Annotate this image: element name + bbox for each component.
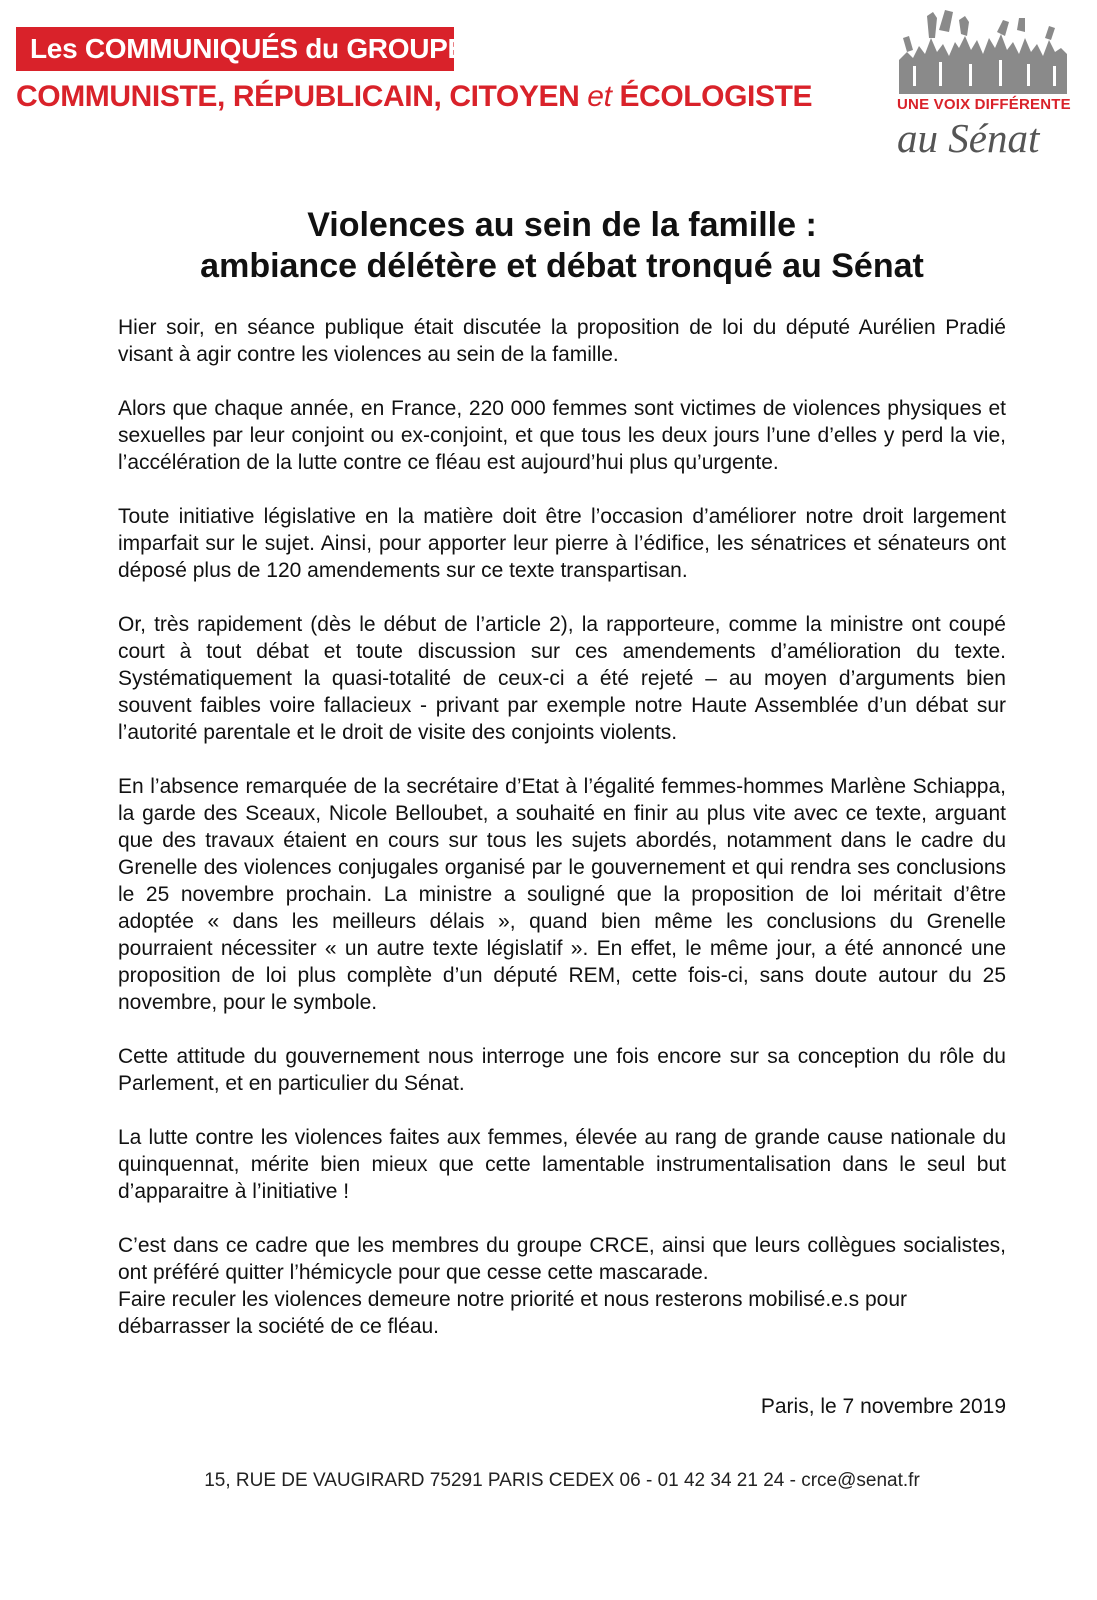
group-name xyxy=(16,80,812,114)
title-line-2: ambiance délétère et débat tronqué au Sénat xyxy=(200,247,924,285)
page-title xyxy=(0,205,1097,287)
paragraph: La lutte contre les violences faites aux femmes, élevée au rang de grande cause nationale du quinquennat, mérite bien mieux que cette lamentable instrumentalisation dans le seul but d’apparaitre à l’initiative ! xyxy=(118,1126,1006,1203)
group-name-part1: COMMUNISTE, RÉPUBLICAIN, CITOYEN xyxy=(16,80,588,113)
paragraph: C’est dans ce cadre que les membres du groupe CRCE, ainsi que leurs collègues socialistes, ont préféré quitter l’hémicycle pour que cesse cette mascarade. xyxy=(118,1234,1006,1284)
communiques-banner-label: Les COMMUNIQUÉS du GROUPE xyxy=(30,33,466,64)
paragraph: Alors que chaque année, en France, 220 000 femmes sont victimes de violences physiques et sexuelles par leur conjoint ou ex-conjoint, et que tous les deux jours l’une d’elles y perd la vie, l’accélération de la lutte contre ce fléau est aujourd’hui plus qu’urgente. xyxy=(118,397,1006,474)
title-line-1: Violences au sein de la famille : xyxy=(307,206,817,244)
logo-tagline: UNE VOIX DIFFÉRENTE xyxy=(897,96,1071,113)
footer-contact: 15, RUE DE VAUGIRARD 75291 PARIS CEDEX 06 - 01 42 34 21 24 - crce@senat.fr xyxy=(204,1470,920,1491)
communiques-banner xyxy=(16,27,466,71)
paragraph: Hier soir, en séance publique était discutée la proposition de loi du député Aurélien Pradié visant à agir contre les violences au sein de la famille. xyxy=(118,316,1006,366)
paragraph: Cette attitude du gouvernement nous interroge une fois encore sur sa conception du rôle du Parlement, et en particulier du Sénat. xyxy=(118,1045,1006,1095)
paragraph: Faire reculer les violences demeure notre priorité et nous resterons mobilisé.e.s pour débarrasser la société de ce fléau. xyxy=(118,1288,908,1338)
senat-logo xyxy=(895,8,1075,161)
group-name-et: et xyxy=(587,80,612,113)
crowd-raised-fists-icon xyxy=(899,8,1067,94)
paragraph: Toute initiative législative en la matière doit être l’occasion d’améliorer notre droit largement imparfait sur le sujet. Ainsi, pour apporter leur pierre à l’édifice, les sénatrices et sénateurs ont déposé plus de 120 amendements sur ce texte transpartisan. xyxy=(118,505,1006,582)
paragraph: En l’absence remarquée de la secrétaire d’Etat à l’égalité femmes-hommes Marlène Schiappa, la garde des Sceaux, Nicole Belloubet, a souhaité en finir au plus vite avec ce texte, arguant que des travaux étaient en cours sur tous les sujets abordés, notamment dans le cadre du Grenelle des violences conjugales organisé par le gouvernement et qui rendra ses conclusions le 25 novembre prochain. La ministre a souligné que la proposition de loi méritait d’être adoptée « dans les meilleurs délais », quand bien même les conclusions du Grenelle pourraient nécessiter « un autre texte législatif ». En effet, le même jour, a été annoncé une proposition de loi plus complète d’un député REM, cette fois-ci, sans doute autour du 25 novembre, pour le symbole. xyxy=(118,775,1006,1014)
logo-senat: au Sénat xyxy=(897,115,1040,161)
date-signature: Paris, le 7 novembre 2019 xyxy=(760,1395,1006,1418)
press-release-body xyxy=(118,314,1006,1340)
paragraph: Or, très rapidement (dès le début de l’article 2), la rapporteure, comme la ministre ont coupé court à tout débat et toute discussion sur ces amendements d’amélioration du texte. Systématiquement la quasi-totalité de ceux-ci a été rejeté – au moyen d’arguments bien souvent faibles voire fallacieux - privant par exemple notre Haute Assemblée d’un débat sur l’autorité parentale et le droit de visite des conjoints violents. xyxy=(118,613,1006,744)
group-name-part2: ÉCOLOGISTE xyxy=(611,80,813,113)
